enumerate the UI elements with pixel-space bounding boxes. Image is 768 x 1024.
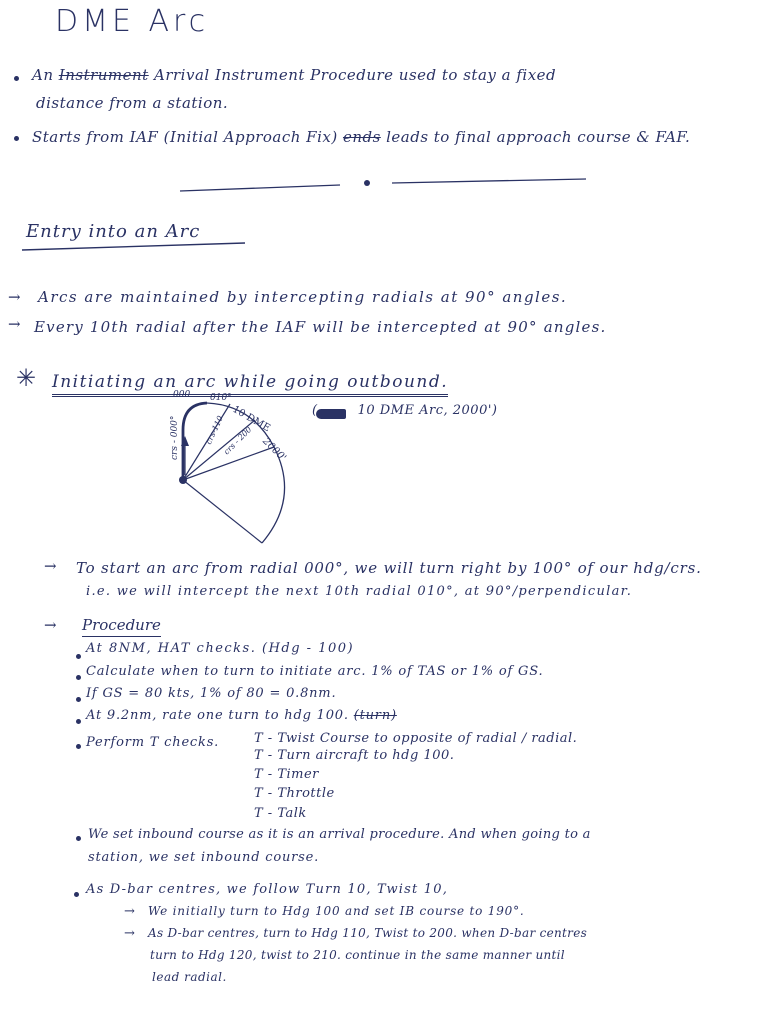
intro-line-1b: distance from a station. <box>36 94 229 112</box>
proc-item-5: Perform T checks. <box>86 735 220 750</box>
t-check-4: T - Throttle <box>254 786 335 801</box>
proc-bullet-1 <box>76 654 81 659</box>
diagram-label-010: 010° <box>210 393 232 403</box>
diagram-label-crs110: crs-110 <box>204 414 226 446</box>
dbar-sub-2-line-3: lead radial. <box>152 970 227 984</box>
arrow-icon-2: → <box>8 315 22 333</box>
arrow-icon-5: → <box>124 904 136 919</box>
section1-heading: Entry into an Arc <box>26 221 201 242</box>
intro-b1-rest: Arrival Instrument Procedure used to stay a fixed <box>154 66 557 84</box>
station-dot <box>179 476 187 484</box>
arrow-icon-6: → <box>124 926 136 941</box>
note-text: 10 DME Arc, 2000' <box>357 403 492 418</box>
diagram-label-000: 000 <box>173 390 191 400</box>
proc-bullet-6 <box>76 836 81 841</box>
proc-item-4 <box>86 708 397 723</box>
proc-item-4-struck: (turn) <box>353 708 397 723</box>
intro-b1-prefix: An <box>32 66 54 84</box>
intro-b2-prefix: Starts from IAF (Initial Approach Fix) <box>32 128 338 146</box>
t-check-1: T - Twist Course to opposite of radial / radial. <box>254 731 578 746</box>
proc-bullet-7 <box>74 892 79 897</box>
start-line-2: i.e. we will intercept the next 10th radial 010°, at 90°/perpendicular. <box>86 584 633 599</box>
page-title: DME Arc <box>55 4 210 39</box>
section2-heading: Initiating an arc while going outbound. <box>52 372 448 397</box>
diagram-label-crs000: crs - 000° <box>170 415 180 460</box>
intro-b2-rest: leads to final approach course & FAF. <box>386 128 691 146</box>
diagram-label-2000: 2000' <box>260 436 288 464</box>
section2-note: ( 10 DME Arc, 2000') <box>312 403 498 418</box>
asterisk-icon: ✳ <box>16 364 37 392</box>
proc-item-1: At 8NM, HAT checks. (Hdg - 100) <box>86 641 355 656</box>
dbar-line-1: As D-bar centres, we follow Turn 10, Twist 10, <box>86 882 449 897</box>
arrow-icon-1: → <box>8 288 22 306</box>
proc-item-4-text: At 9.2nm, rate one turn to hdg 100. <box>86 708 349 723</box>
proc-item-3: If GS = 80 kts, 1% of 80 = 0.8nm. <box>86 686 337 701</box>
t-check-3: T - Timer <box>254 767 319 782</box>
dbar-sub-2-line-1: As D-bar centres, turn to Hdg 110, Twist to 200. when D-bar centres <box>148 926 588 940</box>
start-line-1: To start an arc from radial 000°, we will turn right by 100° of our hdg/crs. <box>76 559 702 577</box>
proc-bullet-5 <box>76 744 81 749</box>
diagram-label-10dme: 10 DME <box>230 404 272 435</box>
t-check-2: T - Turn aircraft to hdg 100. <box>254 748 455 763</box>
proc-bullet-4 <box>76 719 81 724</box>
proc-bullet-3 <box>76 697 81 702</box>
procedure-heading: Procedure <box>82 616 161 637</box>
section1-arrow-2: Every 10th radial after the IAF will be intercepted at 90° angles. <box>34 318 607 336</box>
intro-b2-struck: ends <box>342 128 381 146</box>
section1-arrow-1: Arcs are maintained by intercepting radials at 90° angles. <box>38 288 568 306</box>
arrow-icon-3: → <box>44 557 58 575</box>
dbar-sub-1: We initially turn to Hdg 100 and set IB course to 190°. <box>148 904 525 918</box>
inbound-line-1: We set inbound course as it is an arrival procedure. And when going to a <box>88 827 591 842</box>
dbar-sub-2-line-2: turn to Hdg 120, twist to 210. continue in the same manner until <box>150 948 565 962</box>
proc-item-2: Calculate when to turn to initiate arc. 1% of TAS or 1% of GS. <box>86 664 544 679</box>
intro-b1-struck: Instrument <box>58 66 149 84</box>
inbound-line-2: station, we set inbound course. <box>88 850 320 865</box>
arrow-icon-4: → <box>44 616 58 634</box>
t-check-5: T - Talk <box>254 806 307 821</box>
diagram-label-crs200: crs - 200 <box>222 424 254 457</box>
proc-bullet-2 <box>76 675 81 680</box>
